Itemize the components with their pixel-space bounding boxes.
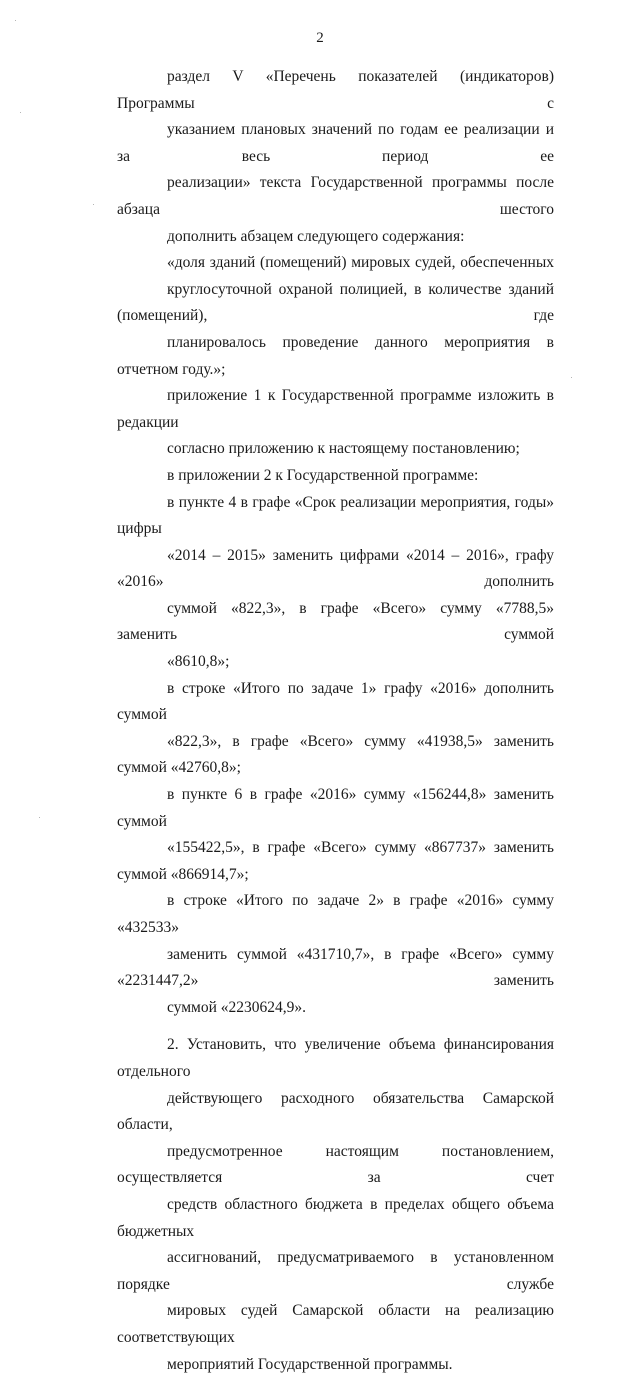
text-line: заменить суммой «431710,7», в графе «Всего» сумму «2231447,2» заменить — [117, 942, 554, 995]
text-line: «доля зданий (помещений) мировых судей, обеспеченных — [117, 250, 554, 277]
scan-speck — [571, 377, 572, 378]
paragraph-task-1-total — [117, 676, 554, 782]
page-number: 2 — [0, 29, 640, 47]
text-line: «2014 – 2015» заменить цифрами «2014 – 2016», графу «2016» дополнить — [117, 543, 554, 596]
text-line: 2. Установить, что увеличение объема финансирования отдельного — [117, 1032, 554, 1085]
text-line: «8610,8»; — [117, 649, 554, 676]
text-line: согласно приложению к настоящему постановлению; — [117, 436, 554, 463]
text-line: суммой «2230624,9». — [117, 995, 554, 1022]
text-line: в пункте 4 в графе «Срок реализации мероприятия, годы» цифры — [117, 490, 554, 543]
text-line: в строке «Итого по задаче 1» графу «2016» дополнить суммой — [117, 676, 554, 729]
text-line: в приложении 2 к Государственной программе: — [117, 463, 554, 490]
text-line: «155422,5», в графе «Всего» сумму «867737» заменить суммой «866914,7»; — [117, 835, 554, 888]
text-line: планировалось проведение данного мероприятия в отчетном году.»; — [117, 330, 554, 383]
paragraph-section-2-funding — [117, 1032, 554, 1378]
text-line: раздел V «Перечень показателей (индикаторов) Программы с — [117, 64, 554, 117]
text-line: дополнить абзацем следующего содержания: — [117, 224, 554, 251]
text-line: в строке «Итого по задаче 2» в графе «2016» сумму «432533» — [117, 888, 554, 941]
text-line: ассигнований, предусматриваемого в установленном порядке службе — [117, 1245, 554, 1298]
text-line: указанием плановых значений по годам ее реализации и за весь период ее — [117, 117, 554, 170]
paragraph-appendix-2-intro — [117, 463, 554, 490]
text-line: реализации» текста Государственной программы после абзаца шестого — [117, 170, 554, 223]
text-line: круглосуточной охраной полицией, в количестве зданий (помещений), где — [117, 277, 554, 330]
scan-speck — [93, 204, 94, 205]
paragraph-appendix-1 — [117, 383, 554, 463]
scan-speck — [39, 817, 40, 818]
paragraph-indicator-definition — [117, 250, 554, 383]
paragraph-section-v-amendment — [117, 64, 554, 250]
text-line: суммой «822,3», в графе «Всего» сумму «7788,5» заменить суммой — [117, 596, 554, 649]
text-line: действующего расходного обязательства Самарской области, — [117, 1086, 554, 1139]
scan-speck — [20, 112, 21, 113]
text-line: предусмотренное настоящим постановлением, осуществляется за счет — [117, 1139, 554, 1192]
scan-speck — [15, 20, 16, 21]
text-line: средств областного бюджета в пределах общего объема бюджетных — [117, 1192, 554, 1245]
paragraph-task-2-total — [117, 888, 554, 1021]
text-line: мировых судей Самарской области на реализацию соответствующих — [117, 1298, 554, 1351]
text-line: в пункте 6 в графе «2016» сумму «156244,8» заменить суммой — [117, 782, 554, 835]
paragraph-item-6 — [117, 782, 554, 888]
document-body — [117, 64, 554, 1378]
text-line: мероприятий Государственной программы. — [117, 1352, 554, 1378]
paragraph-item-4 — [117, 490, 554, 676]
text-line: «822,3», в графе «Всего» сумму «41938,5» заменить суммой «42760,8»; — [117, 729, 554, 782]
text-line: приложение 1 к Государственной программе изложить в редакции — [117, 383, 554, 436]
